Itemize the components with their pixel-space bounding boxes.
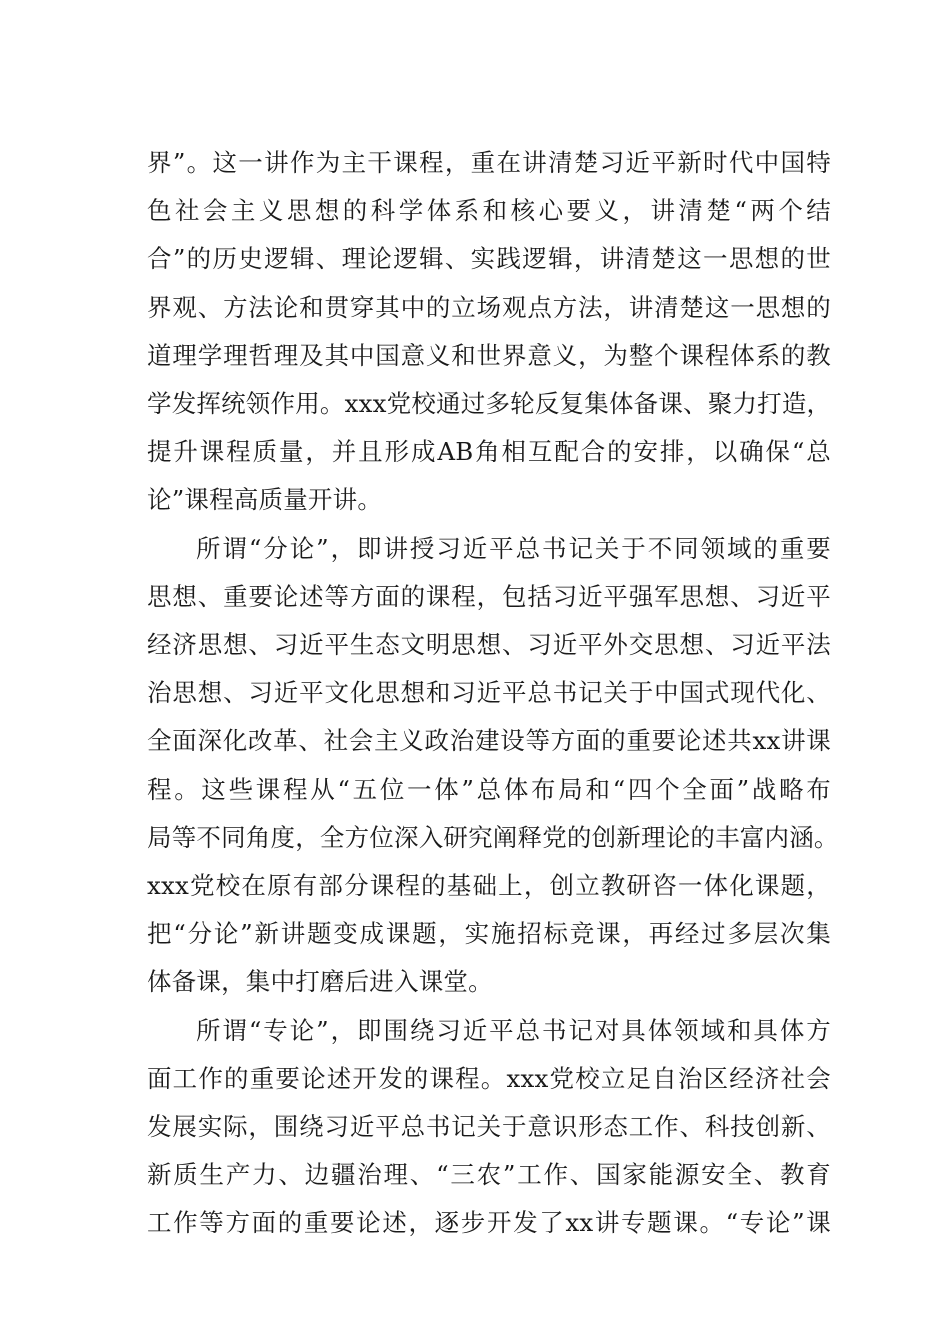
text-line: 发展实际，围绕习近平总书记关于意识形态工作、科技创新、 bbox=[147, 1112, 831, 1141]
text-line: 经济思想、习近平生态文明思想、习近平外交思想、习近平法 bbox=[147, 630, 831, 659]
text-line: 合”的历史逻辑、理论逻辑、实践逻辑，讲清楚这一思想的世 bbox=[147, 244, 831, 274]
paragraph-first-line: 所谓“专论”，即围绕习近平总书记对具体领域和具体方 bbox=[196, 1015, 831, 1045]
text-line: 界观、方法论和贯穿其中的立场观点方法，讲清楚这一思想的 bbox=[147, 292, 831, 322]
text-line: 局等不同角度，全方位深入研究阐释党的创新理论的丰富内涵。 bbox=[147, 822, 839, 852]
text-line: 程。这些课程从“五位一体”总体布局和“四个全面”战略布 bbox=[147, 774, 831, 804]
text-line: 思想、重要论述等方面的课程，包括习近平强军思想、习近平 bbox=[147, 581, 831, 611]
text-line: 提升课程质量，并且形成AB角相互配合的安排，以确保“总 bbox=[147, 437, 831, 467]
text-line: 全面深化改革、社会主义政治建设等方面的重要论述共xx讲课 bbox=[147, 726, 831, 756]
text-line: 色社会主义思想的科学体系和核心要义，讲清楚“两个结 bbox=[147, 196, 831, 226]
text-line: 治思想、习近平文化思想和习近平总书记关于中国式现代化、 bbox=[147, 678, 831, 708]
text-line: 体备课，集中打磨后进入课堂。 bbox=[147, 967, 493, 997]
text-line: 界”。这一讲作为主干课程，重在讲清楚习近平新时代中国特 bbox=[147, 148, 831, 177]
text-line: 论”课程高质量开讲。 bbox=[147, 485, 383, 515]
text-line: 把“分论”新讲题变成课题，实施招标竞课，再经过多层次集 bbox=[147, 919, 831, 949]
paragraph-first-line: 所谓“分论”，即讲授习近平总书记关于不同领域的重要 bbox=[196, 533, 831, 563]
text-line: 新质生产力、边疆治理、“三农”工作、国家能源安全、教育 bbox=[147, 1160, 831, 1190]
text-line: 道理学理哲理及其中国意义和世界意义，为整个课程体系的教 bbox=[147, 340, 831, 370]
text-line: 面工作的重要论述开发的课程。xxx党校立足自治区经济社会 bbox=[147, 1063, 831, 1093]
text-line: 工作等方面的重要论述，逐步开发了xx讲专题课。“专论”课 bbox=[147, 1208, 831, 1238]
text-line: xxx党校在原有部分课程的基础上，创立教研咨一体化课题， bbox=[147, 871, 831, 900]
text-line: 学发挥统领作用。xxx党校通过多轮反复集体备课、聚力打造， bbox=[147, 389, 832, 418]
